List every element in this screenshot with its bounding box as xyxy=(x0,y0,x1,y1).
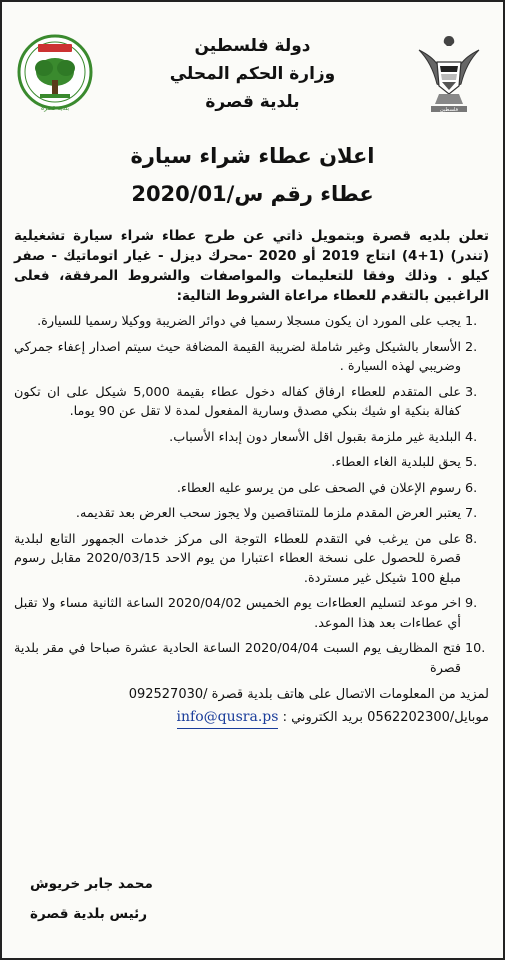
condition-text: اخر موعد لتسليم العطاءات يوم الخميس 2020/04/02 الساعة الثانية مساء ولا تقبل أي عطاءات بعد هذا الموعد. xyxy=(14,596,461,631)
tender-number: عطاء رقم س/2020/01 xyxy=(131,182,374,206)
condition-item xyxy=(14,504,489,524)
condition-item xyxy=(14,338,489,377)
condition-item xyxy=(14,594,489,633)
condition-number: 2. xyxy=(465,339,478,355)
announcement-body xyxy=(14,226,489,729)
conditions-list xyxy=(14,312,489,678)
intro-paragraph: تعلن بلديه قصرة وبتمويل ذاتي عن طرح عطاء شراء سيارة تشغيلية (تندر) (1+4) انتاج 2019 أو 2020 -محرك ديزل - غيار اتوماتيك - صفر كيلو . وذلك وفقا للتعليمات والمواصفات والشروط المرفقة، فعلى الراغبين بالتقدم للعطاء مراعاة الشروط التالية: xyxy=(14,228,490,304)
signatory-role: رئيس بلدية قصرة xyxy=(30,906,147,922)
header xyxy=(2,2,503,142)
palestine-emblem-icon xyxy=(409,28,489,118)
condition-text: يعتبر العرض المقدم ملزما للمتناقصين ولا يجوز سحب العرض بعد تقديمه. xyxy=(75,506,461,521)
contact-mobile: موبايل/0562202300 بريد الكتروني : xyxy=(282,710,489,725)
condition-number: 10. xyxy=(465,641,486,656)
contact-info xyxy=(14,684,489,729)
condition-item xyxy=(14,530,489,589)
contact-mobile-line xyxy=(14,706,489,729)
condition-number: 8. xyxy=(465,531,478,547)
issuer-state: دولة فلسطين xyxy=(194,36,311,56)
municipality-logo-icon xyxy=(16,32,94,116)
condition-text: يجب على المورد ان يكون مسجلا رسميا في دوائر الضريبة ووكيلا رسميا للسيارة. xyxy=(37,314,461,329)
emblem-text: فلسطين xyxy=(440,107,458,113)
condition-number: 1. xyxy=(465,314,478,329)
condition-text: على من يرغب في التقدم للعطاء التوجة الى مركز خدمات الجمهور التابع لبلدية قصرة للحصول على نسخة العطاء اعتبارا من يوم الاحد 2020/03/15 مقابل رسوم مبلغ 100 شيكل غير مستردة. xyxy=(14,531,461,586)
condition-text: رسوم الإعلان في الصحف على من يرسو عليه العطاء. xyxy=(176,480,461,496)
signatory-name: محمد جابر خريوش xyxy=(30,876,153,892)
condition-item xyxy=(14,428,489,448)
condition-item xyxy=(14,312,489,332)
issuer-municipality: بلدية قصرة xyxy=(205,92,300,112)
condition-text: الأسعار بالشيكل وغير شاملة لضريبة القيمة المضافة حيث سيتم اصدار إعفاء جمركي وضريبي لهذه السيارة . xyxy=(14,339,461,374)
condition-text: يحق للبلدية الغاء العطاء. xyxy=(331,455,461,470)
condition-number: 7. xyxy=(465,506,478,521)
condition-item xyxy=(14,453,489,473)
condition-number: 9. xyxy=(465,596,478,611)
logo-year: بلدية قصرة xyxy=(40,105,70,112)
issuer-block xyxy=(112,32,393,116)
contact-phone: لمزيد من المعلومات الاتصال على هاتف بلدية قصرة /092527030 xyxy=(128,687,489,702)
condition-number: 6. xyxy=(465,480,478,496)
condition-number: 4. xyxy=(465,429,478,445)
announcement-title: اعلان عطاء شراء سيارة xyxy=(130,144,375,168)
condition-text: على المتقدم للعطاء ارفاق كفاله دخول عطاء بقيمة 5,000 شيكل على ان تكون كفالة بنكية او شيك بنكي مصدق وسارية المفعول لمدة لا تقل عن 90 يوما. xyxy=(14,384,461,419)
condition-number: 5. xyxy=(465,455,478,470)
condition-number: 3. xyxy=(465,384,478,400)
email-link[interactable]: info@qusra.ps xyxy=(177,706,279,729)
condition-item xyxy=(14,639,489,678)
condition-item xyxy=(14,479,489,499)
issuer-ministry: وزارة الحكم المحلي xyxy=(169,64,336,84)
condition-text: البلدية غير ملزمة بقبول اقل الأسعار دون إبداء الأسباب. xyxy=(169,429,461,445)
condition-text: فتح المظاريف يوم السبت 2020/04/04 الساعة الحادية عشرة صباحا في مقر بلدية قصرة xyxy=(14,641,461,676)
condition-item xyxy=(14,383,489,422)
